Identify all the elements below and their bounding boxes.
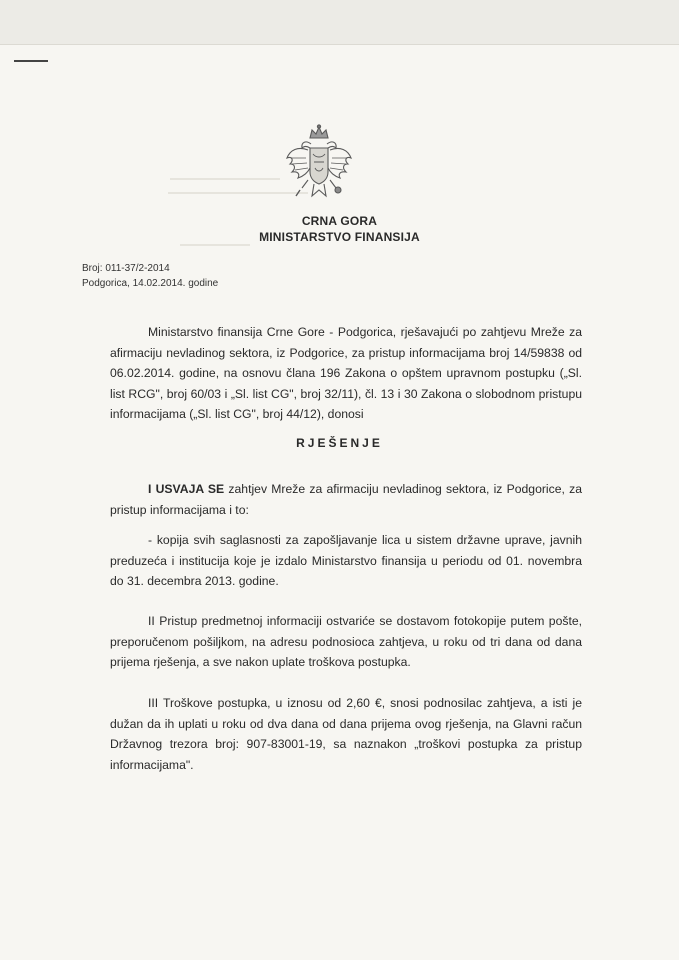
section-1-item: - kopija svih saglasnosti za zapošljavanje lica u sistem državne uprave, javnih preduzeća i institucija koje je izdalo Ministarstvo finansija u periodu od 01. novembra do 31. decembra 2013. godine.: [110, 533, 582, 588]
coat-of-arms-icon: [284, 124, 354, 206]
intro-paragraph: Ministarstvo finansija Crne Gore - Podgorica, rješavajući po zahtjevu Mreže za afirmaciju nevladinog sektora, iz Podgorice, za pristup informacijama broj 14/59838 od 06.02.2014. godine, na osnovu člana 196 Zakona o opštem upravnom postupku („Sl. list RCG", broj 60/03 i „Sl. list CG", broj 32/11), čl. 13 i 30 Zakona o slobodnom pristupu informacijama („Sl. list CG", broj 44/12), donosi: [110, 325, 582, 421]
ministry-name: MINISTARSTVO FINANSIJA: [259, 230, 420, 244]
reference-number: Broj: 011-37/2-2014: [82, 263, 170, 274]
bleed-through-mark: [170, 178, 280, 180]
section-1: [110, 479, 582, 520]
section-1-text: zahtjev Mreže za afirmaciju nevladinog sektora, iz Podgorice, za pristup informacijama i to:: [110, 482, 582, 517]
section-2: II Pristup predmetnoj informaciji ostvariće se dostavom fotokopije putem pošte, preporučenom pošiljkom, na adresu podnosioca zahtjeva, u roku od tri dana od dana prijema rješenja, a sve nakon uplate troškova postupka.: [110, 614, 582, 669]
decision-title: RJEŠENJE: [296, 436, 383, 450]
country-name: CRNA GORA: [301, 214, 378, 228]
bleed-through-mark: [180, 244, 250, 246]
section-3: III Troškove postupka, u iznosu od 2,60 €, snosi podnosilac zahtjeva, a isti je dužan da ih uplati u roku od dva dana od dana prijema ovog rješenja, na Glavni račun Državnog trezora broj: 907-83001-19, sa naznakon „troškovi postupka za pristup informacijama".: [110, 696, 582, 772]
place-date: Podgorica, 14.02.2014. godine: [82, 278, 219, 289]
section-1-lead: I USVAJA SE: [148, 482, 225, 496]
scan-top-edge: [0, 0, 679, 45]
corner-mark: [14, 60, 48, 62]
